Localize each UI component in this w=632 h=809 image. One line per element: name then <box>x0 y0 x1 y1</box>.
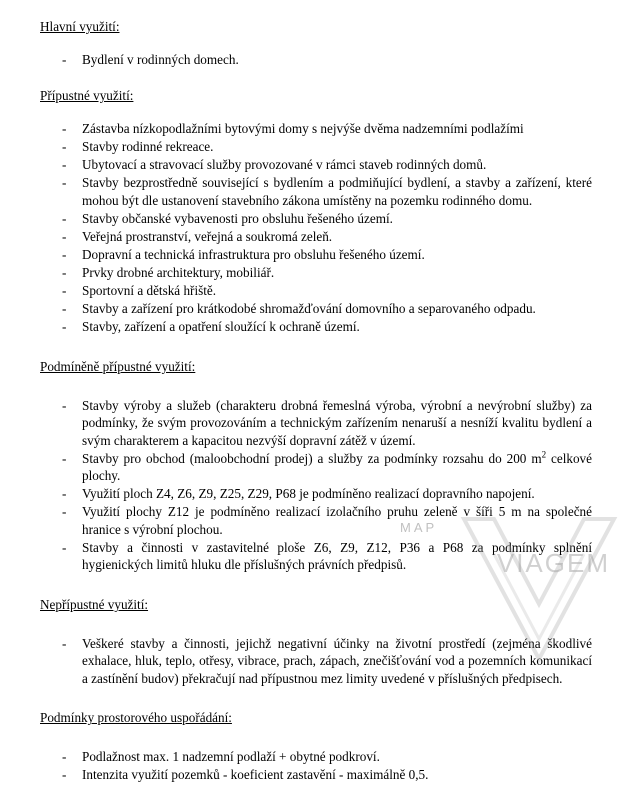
watermark-small-text: MAP <box>400 520 438 535</box>
section-heading: Přípustné využití: <box>40 88 134 104</box>
section-heading: Podmíněně přípustné využití: <box>40 358 196 374</box>
list-item: - Podlažnost max. 1 nadzemní podlaží + obytné podkroví. <box>40 748 592 766</box>
spacer <box>40 109 592 120</box>
section-podminene-pripustne-vyuziti <box>40 358 592 574</box>
list-item: - Stavby pro obchod (maloobchodní prodej) a služby za podmínky rozsahu do 200 $m^2$ celkové plochy. <box>40 450 592 485</box>
list-item: - Stavby a činnosti v zastavitelné ploše Z6, Z9, Z12, P36 a P68 za podmínky splnění hygienických limitů hluku dle příslušných právních předpisů. <box>40 539 592 574</box>
section-list <box>40 397 592 574</box>
list-item: - Stavby občanské vybavenosti pro obsluhu řešeného území. <box>40 210 592 228</box>
section-heading: Podmínky prostorového uspořádání: <box>40 710 232 726</box>
list-item: - Zástavba nízkopodlažními bytovými domy s nejvýše dvěma nadzemními podlažími <box>40 120 592 138</box>
list-item: - Prvky drobné architektury, mobiliář. <box>40 264 592 282</box>
section-list <box>40 120 592 336</box>
list-item: - Stavby výroby a služeb (charakteru drobná řemeslná výroba, výrobní a nevýrobní služby) za podmínky, že svým provozováním a technickým zařízením nenaruší a nesníží kvalitu bydlení a svým charakterem a kapacitou nezvýší dopravní zátěž v území. <box>40 397 592 450</box>
spacer <box>40 380 592 397</box>
watermark-brand: VIAGEM <box>496 548 610 578</box>
list-item: - Intenzita využití pozemků - koeficient zastavění - maximálně 0,5. <box>40 766 592 784</box>
section-heading: Nepřípustné využití: <box>40 597 149 613</box>
spacer <box>40 576 592 596</box>
section-list <box>40 51 592 69</box>
list-item: - Dopravní a technická infrastruktura pro obsluhu řešeného území. <box>40 246 592 264</box>
spacer <box>40 40 592 51</box>
list-item: - Sportovní a dětská hřiště. <box>40 282 592 300</box>
spacer <box>40 70 592 87</box>
list-item: - Veškeré stavby a činnosti, jejichž negativní účinky na životní prostředí (zejména škodlivé exhalace, hluk, teplo, otřesy, vibrace, prach, zápach, znečišťování vod a pozemních komunikací a zastínění budov) překračují nad přípustnou mez limity uvedené v příslušných předpisech. <box>40 635 592 688</box>
section-nepripustne-vyuziti <box>40 596 592 687</box>
list-item: - Ubytovací a stravovací služby provozované v rámci staveb rodinných domů. <box>40 156 592 174</box>
list-item: - Stavby a zařízení pro krátkodobé shromažďování domovního a separovaného odpadu. <box>40 300 592 318</box>
list-item: - Stavby rodinné rekreace. <box>40 138 592 156</box>
superscript-two: 2 <box>541 449 547 460</box>
spacer <box>40 338 592 358</box>
spacer <box>40 731 592 748</box>
spacer <box>40 689 592 709</box>
section-pripustne-vyuziti <box>40 87 592 335</box>
list-item: - Veřejná prostranství, veřejná a soukromá zeleň. <box>40 228 592 246</box>
section-heading: Hlavní využití: <box>40 19 120 34</box>
list-item: - Stavby, zařízení a opatření sloužící k ochraně území. <box>40 318 592 336</box>
list-item: - Využití plochy Z12 je podmíněno realizací izolačního pruhu zeleně v šíři 5 m na společné hranice s výrobní plochou. <box>40 503 592 538</box>
section-hlavni-vyuziti <box>40 18 592 68</box>
section-list <box>40 748 592 784</box>
list-item: - Stavby bezprostředně související s bydlením a podmiňující bydlení, a stavby a zařízení, které mohou být dle ustanovení stavebního zákona umístěny na pozemku rodinného domu. <box>40 174 592 209</box>
section-list <box>40 635 592 688</box>
list-item: - Bydlení v rodinných domech. <box>40 51 592 69</box>
spacer <box>40 618 592 635</box>
section-podminky-prostoroveho-usporadani <box>40 709 592 783</box>
list-item: - Využití ploch Z4, Z6, Z9, Z25, Z29, P68 je podmíněno realizací dopravního napojení. <box>40 485 592 503</box>
